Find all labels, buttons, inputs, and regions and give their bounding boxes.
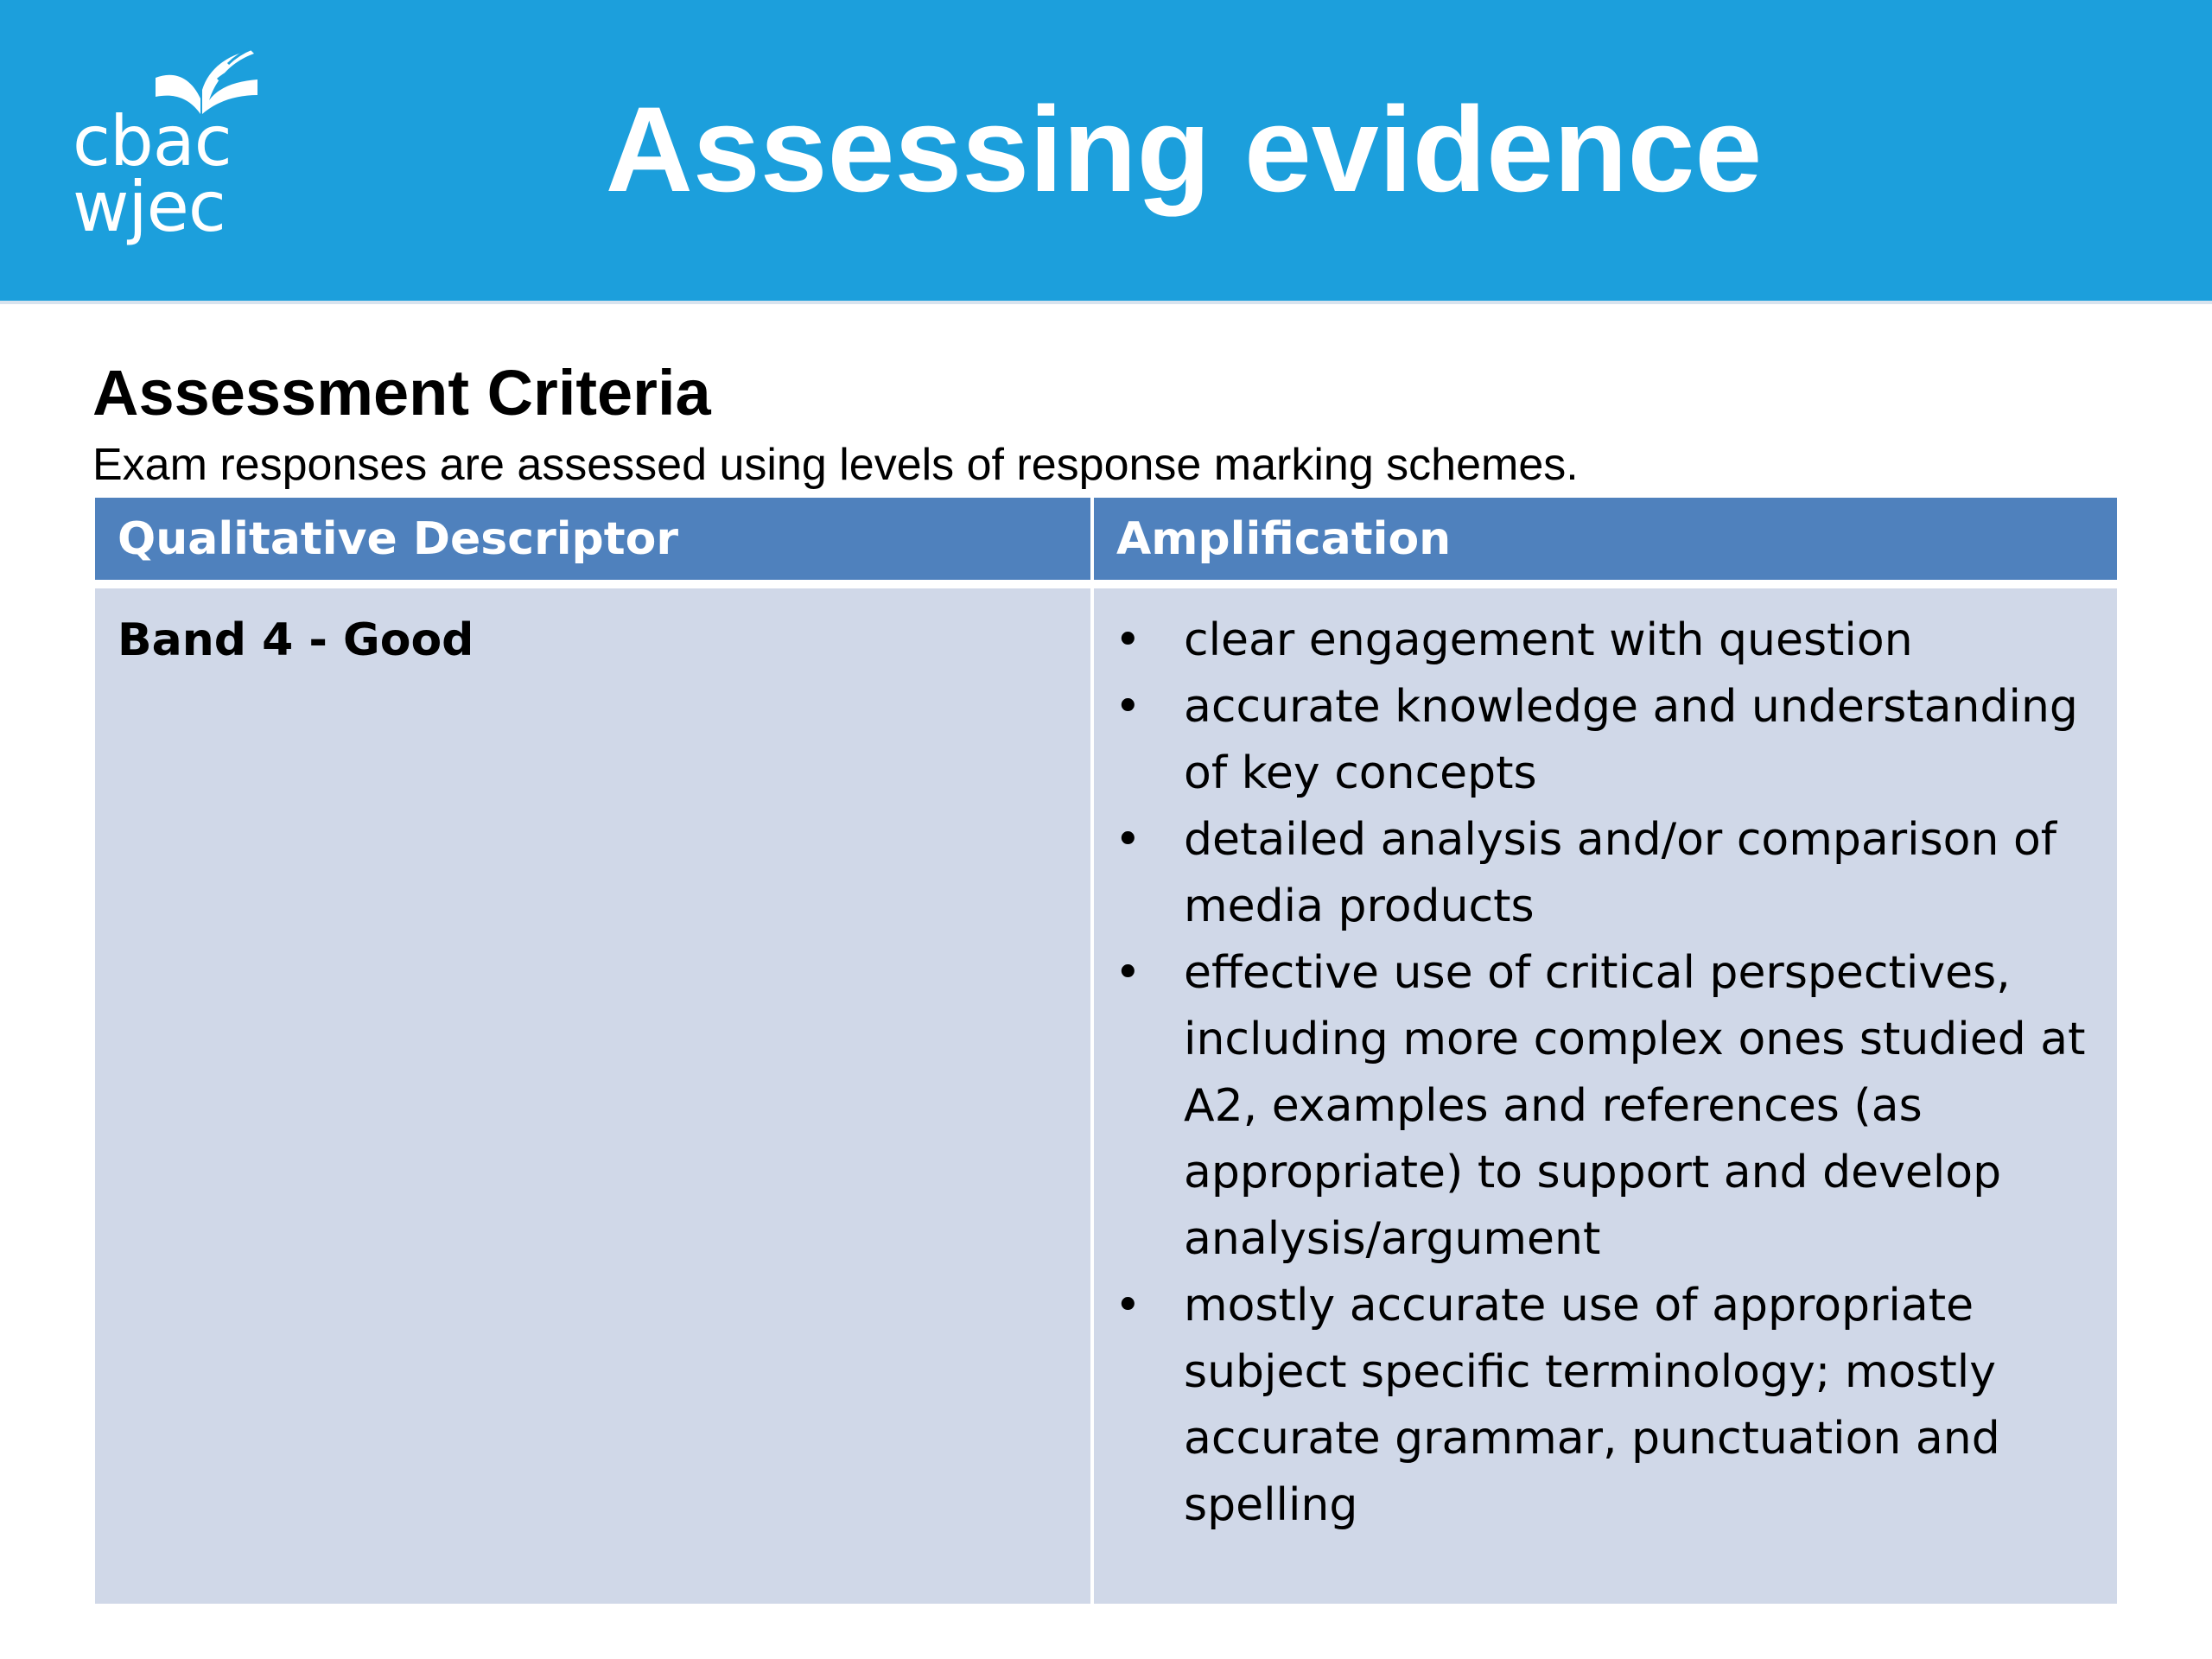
logo-text-cbac: cbac xyxy=(73,101,232,181)
amplification-list xyxy=(1094,588,2117,1539)
section-heading: Assessment Criteria xyxy=(92,357,711,429)
logo-text-wjec: wjec xyxy=(73,167,226,247)
table-header-row xyxy=(95,498,2117,584)
column-header-amplification: Amplification xyxy=(1092,498,2117,584)
amplification-cell xyxy=(1092,584,2117,1604)
list-item: • accurate knowledge and understanding of key concepts xyxy=(1094,674,2100,807)
list-item: • detailed analysis and/or comparison of media products xyxy=(1094,807,2100,940)
criteria-table xyxy=(95,498,2117,1604)
header-banner xyxy=(0,0,2212,304)
intro-text: Exam responses are assessed using levels of response marking schemes. xyxy=(92,440,1579,490)
band-label: Band 4 - Good xyxy=(118,614,474,666)
list-item: • effective use of critical perspectives, including more complex ones studied at A2, examples and references (as appropriate) to support and develop analysis/argument xyxy=(1094,940,2100,1273)
page-title: Assessing evidence xyxy=(605,81,1763,217)
column-header-descriptor: Qualitative Descriptor xyxy=(95,498,1092,584)
descriptor-cell xyxy=(95,584,1092,1604)
list-item: • clear engagement with question xyxy=(1094,607,2100,674)
list-item: • mostly accurate use of appropriate subject specific terminology; mostly accurate grammar, punctuation and spelling xyxy=(1094,1273,2100,1539)
table-row xyxy=(95,584,2117,1604)
